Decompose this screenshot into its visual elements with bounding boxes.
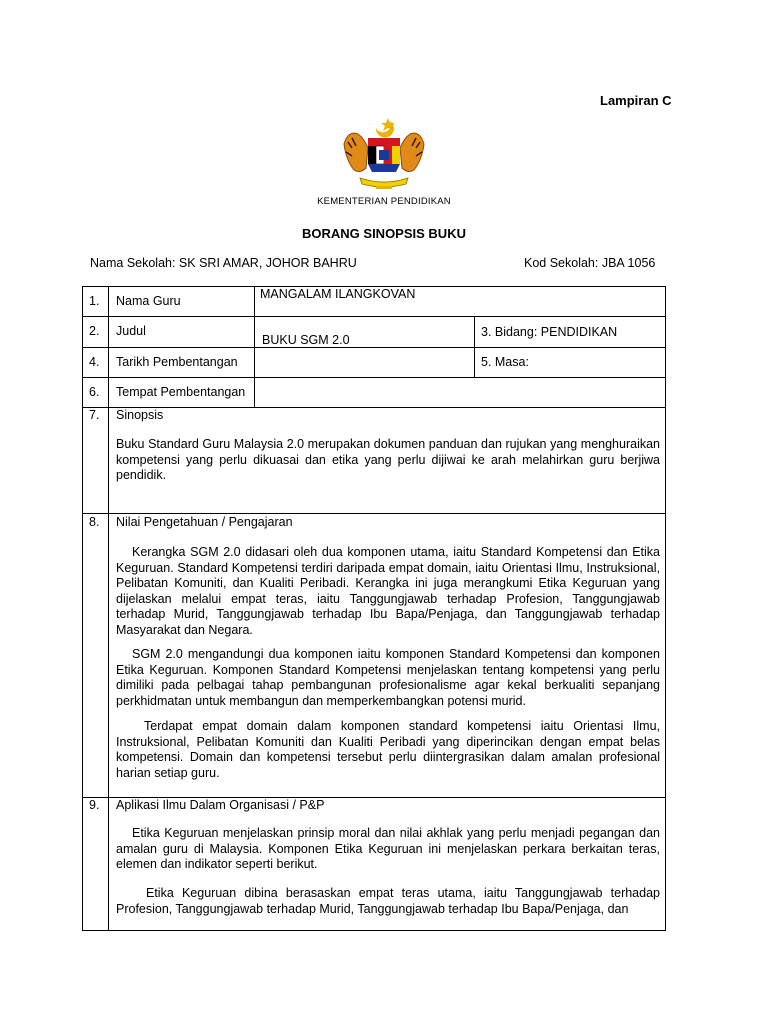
- knowledge-paragraph: Terdapat empat domain dalam komponen standard kompetensi iaitu Orientasi Ilmu, Instruksional, Pelibatan Komuniti dan Kualiti Peribadi yang diperincikan dengan empat belas kompetensi. Domain dan kompetensi tersebut perlu diintergrasikan dalam amalan profesional harian setiap guru.: [116, 719, 660, 780]
- field-category: 3. Bidang: PENDIDIKAN: [481, 325, 618, 339]
- synopsis-heading: Sinopsis: [116, 408, 164, 422]
- school-code: Kod Sekolah: JBA 1056: [524, 256, 656, 270]
- label-teacher-name: Nama Guru: [116, 294, 181, 308]
- row-number: 7.: [89, 408, 100, 422]
- row-number: 6.: [89, 385, 100, 399]
- application-heading: Aplikasi Ilmu Dalam Organisasi / P&P: [116, 798, 325, 812]
- synopsis-text: Buku Standard Guru Malaysia 2.0 merupakan dokumen panduan dan rujukan yang menghuraikan kompetensi yang perlu dikuasai dan etika yang perlu dijiwai ke arah melahirkan guru berjiwa pendidik.: [116, 437, 660, 482]
- application-paragraph: Etika Keguruan menjelaskan prinsip moral dan nilai akhlak yang perlu menjadi pegangan dan amalan guru di Malaysia. Komponen Etika Keguruan ini menjelaskan perkara berkaitan teras, elemen dan indikator seperti berikut.: [116, 826, 660, 871]
- knowledge-paragraph: SGM 2.0 mengandungi dua komponen iaitu komponen Standard Kompetensi dan komponen Etika Keguruan. Komponen Standard Kompetensi menjelaskan tentang kompetensi yang perlu dimiliki pada pelbagai tahap pembangunan profesionalisme agar kekal berkualiti sepanjang perkhidmatan untuk membangun dan memperkembangkan potensi murid.: [116, 647, 660, 708]
- knowledge-heading: Nilai Pengetahuan / Pengajaran: [116, 515, 293, 529]
- row-number: 9.: [89, 798, 100, 812]
- ministry-name: KEMENTERIAN PENDIDIKAN: [317, 196, 451, 207]
- application-paragraph: Etika Keguruan dibina berasaskan empat teras utama, iaitu Tanggungjawab terhadap Profesion, Tanggungjawab terhadap Murid, Tanggungjawab terhadap Ibu Bapa/Penjaga, dan: [116, 886, 660, 916]
- label-title: Judul: [116, 324, 146, 338]
- school-name: Nama Sekolah: SK SRI AMAR, JOHOR BAHRU: [90, 256, 357, 270]
- row-number: 8.: [89, 515, 100, 529]
- label-presentation-date: Tarikh Pembentangan: [116, 355, 238, 369]
- value-teacher-name: MANGALAM ILANGKOVAN: [260, 287, 416, 301]
- value-title: BUKU SGM 2.0: [262, 333, 350, 347]
- row-number: 4.: [89, 355, 100, 369]
- coat-of-arms-icon: [338, 114, 430, 196]
- row-number: 2.: [89, 324, 100, 338]
- form-title: BORANG SINOPSIS BUKU: [302, 226, 466, 241]
- field-time: 5. Masa:: [481, 355, 529, 369]
- appendix-label: Lampiran C: [600, 93, 672, 108]
- knowledge-paragraph: Kerangka SGM 2.0 didasari oleh dua komponen utama, iaitu Standard Kompetensi dan Etika Keguruan. Standard Kompetensi terdiri daripada empat domain, iaitu Orientasi Ilmu, Instruksional, Pelibatan Komuniti, dan Kualiti Peribadi. Kerangka ini juga merangkumi Etika Keguruan yang dijelaskan melalui empat teras, iaitu Tanggungjawab terhadap Profesion, Tanggungjawab terhadap Murid, Tanggungjawab terhadap Ibu Bapa/Penjaga, dan Tanggungjawab terhadap Masyarakat dan Negara.: [116, 545, 660, 637]
- label-presentation-venue: Tempat Pembentangan: [116, 385, 246, 399]
- row-number: 1.: [89, 294, 100, 308]
